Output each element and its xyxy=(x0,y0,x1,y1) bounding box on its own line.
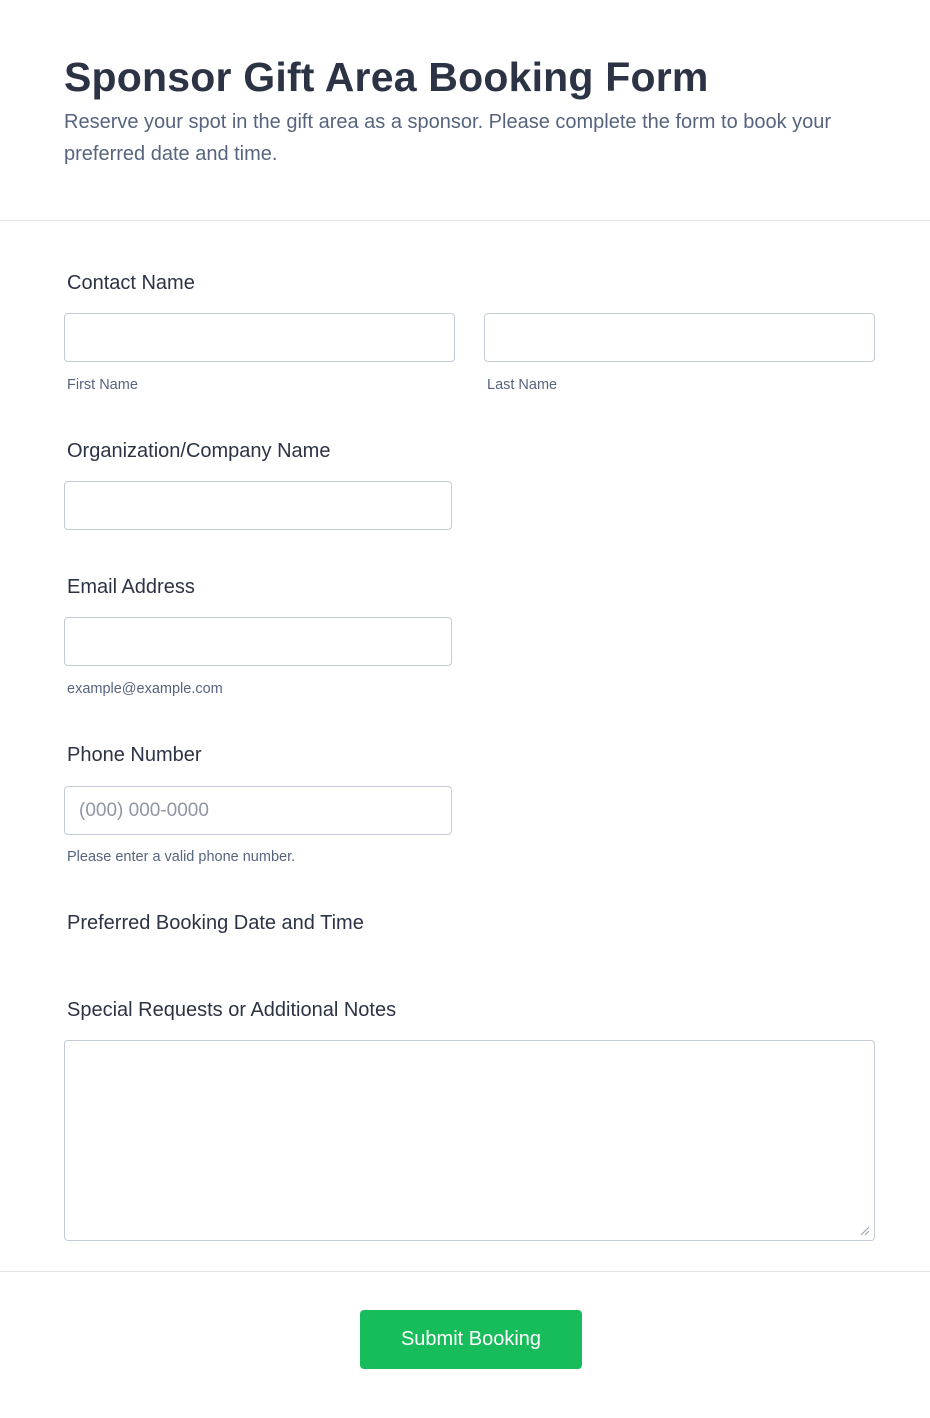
last-name-sublabel: Last Name xyxy=(487,377,558,393)
email-input[interactable] xyxy=(64,617,452,666)
submit-booking-button[interactable]: Submit Booking xyxy=(360,1310,582,1369)
phone-label: Phone Number xyxy=(67,744,202,766)
notes-textarea[interactable] xyxy=(64,1040,875,1241)
contact-name-label: Contact Name xyxy=(67,272,195,294)
form-subtitle: Reserve your spot in the gift area as a sponsor. Please complete the form to book your preferred date and time. xyxy=(64,111,832,165)
booking-datetime-label: Preferred Booking Date and Time xyxy=(67,912,364,934)
email-sublabel: example@example.com xyxy=(67,681,223,697)
first-name-sublabel: First Name xyxy=(67,377,138,393)
organization-input[interactable] xyxy=(64,481,452,530)
footer-divider xyxy=(0,1271,930,1272)
resize-grip-icon[interactable] xyxy=(859,1225,870,1236)
email-label: Email Address xyxy=(67,576,195,598)
form-title: Sponsor Gift Area Booking Form xyxy=(64,54,709,100)
phone-sublabel: Please enter a valid phone number. xyxy=(67,849,296,865)
first-name-input[interactable] xyxy=(64,313,455,362)
form-header xyxy=(0,0,930,221)
last-name-input[interactable] xyxy=(484,313,875,362)
notes-label: Special Requests or Additional Notes xyxy=(67,999,397,1021)
organization-label: Organization/Company Name xyxy=(67,440,331,462)
phone-input[interactable] xyxy=(64,786,452,835)
